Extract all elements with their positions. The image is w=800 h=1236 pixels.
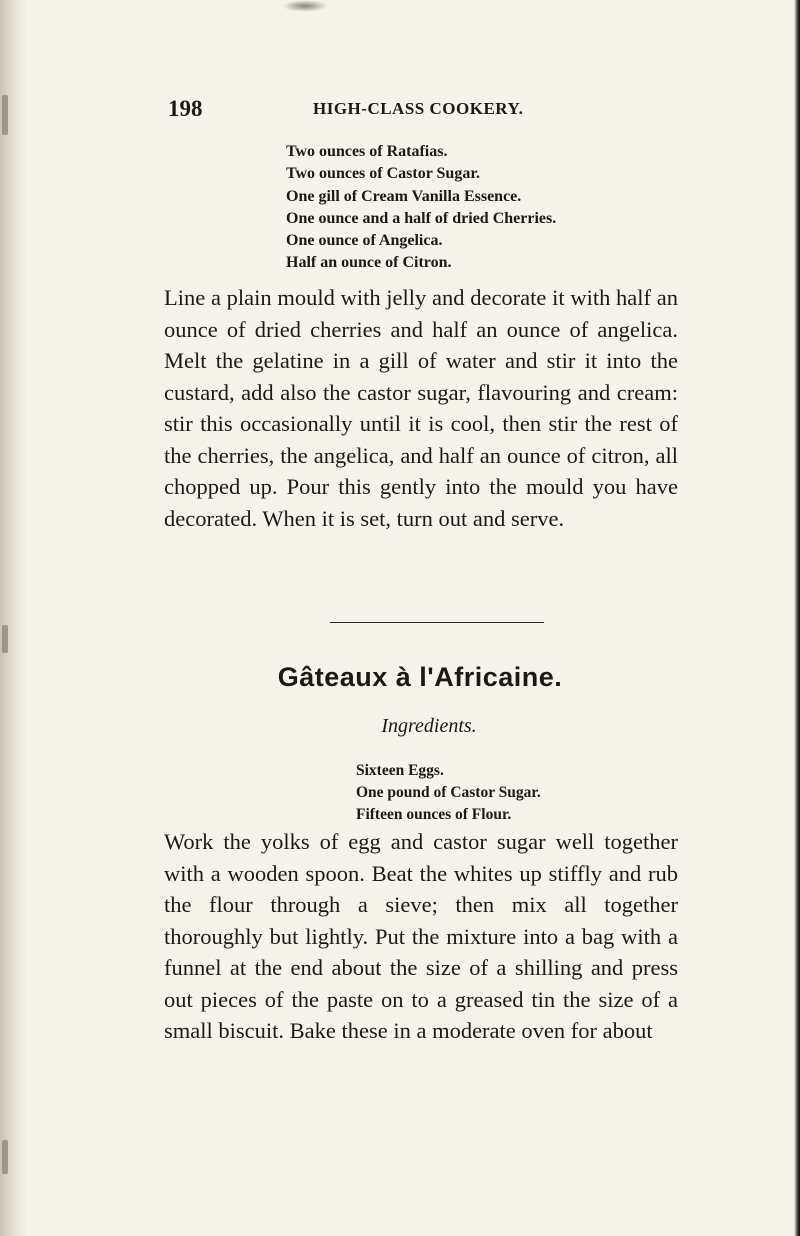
ingredient-item: Two ounces of Ratafias.: [286, 143, 448, 160]
ingredient-item: Fifteen ounces of Flour.: [356, 806, 512, 823]
binding-mark: [2, 1140, 8, 1174]
ingredient-list: [286, 141, 556, 275]
binding-mark: [2, 625, 8, 653]
running-head: HIGH-CLASS COOKERY.: [313, 99, 524, 118]
ingredient-item: Half an ounce of Citron.: [286, 254, 452, 272]
ingredient-list: [356, 760, 541, 826]
method-paragraph: Work the yolks of egg and castor sugar well together with a wooden spoon. Beat the whites up stiffly and rub the flour through a sieve; then mix all together thoroughly but lightly. Put the mixture into a bag with a funnel at the end about the size of a shilling and press out pieces of the paste on to a greased tin the size of a small biscuit. Bake these in a moderate oven for about: [164, 829, 678, 1043]
recipe-title: Gâteaux à l'Africaine.: [277, 662, 563, 692]
page-number: 198: [168, 96, 203, 121]
ingredient-item: Two ounces of Castor Sugar.: [286, 165, 480, 183]
ingredient-item: Sixteen Eggs.: [356, 762, 444, 779]
ingredient-item: One gill of Cream Vanilla Essence.: [286, 187, 522, 205]
page-binding-shadow: [0, 0, 28, 1236]
section-divider: [330, 622, 544, 623]
page-header: [168, 96, 608, 126]
ingredients-heading: Ingredients.: [381, 715, 477, 737]
page-edge: [794, 0, 800, 1236]
method-paragraph: Line a plain mould with jelly and decorate it with half an ounce of dried cherries and half an ounce of angelica. Melt the gelatine in a gill of water and stir it into the custard, add also the castor sugar, flavouring and cream: stir this occasionally until it is cool, then stir the rest of the cherries, the angelica, and half an ounce of citron, all chopped up. Pour this gently into the mould you have decorated. When it is set, turn out and serve.: [164, 285, 678, 531]
ingredient-item: One ounce of Angelica.: [286, 232, 443, 250]
ingredient-item: One ounce and a half of dried Cherries.: [286, 209, 557, 227]
binding-mark: [2, 95, 8, 135]
ingredient-item: One pound of Castor Sugar.: [356, 784, 541, 801]
page-smudge: [282, 0, 328, 12]
